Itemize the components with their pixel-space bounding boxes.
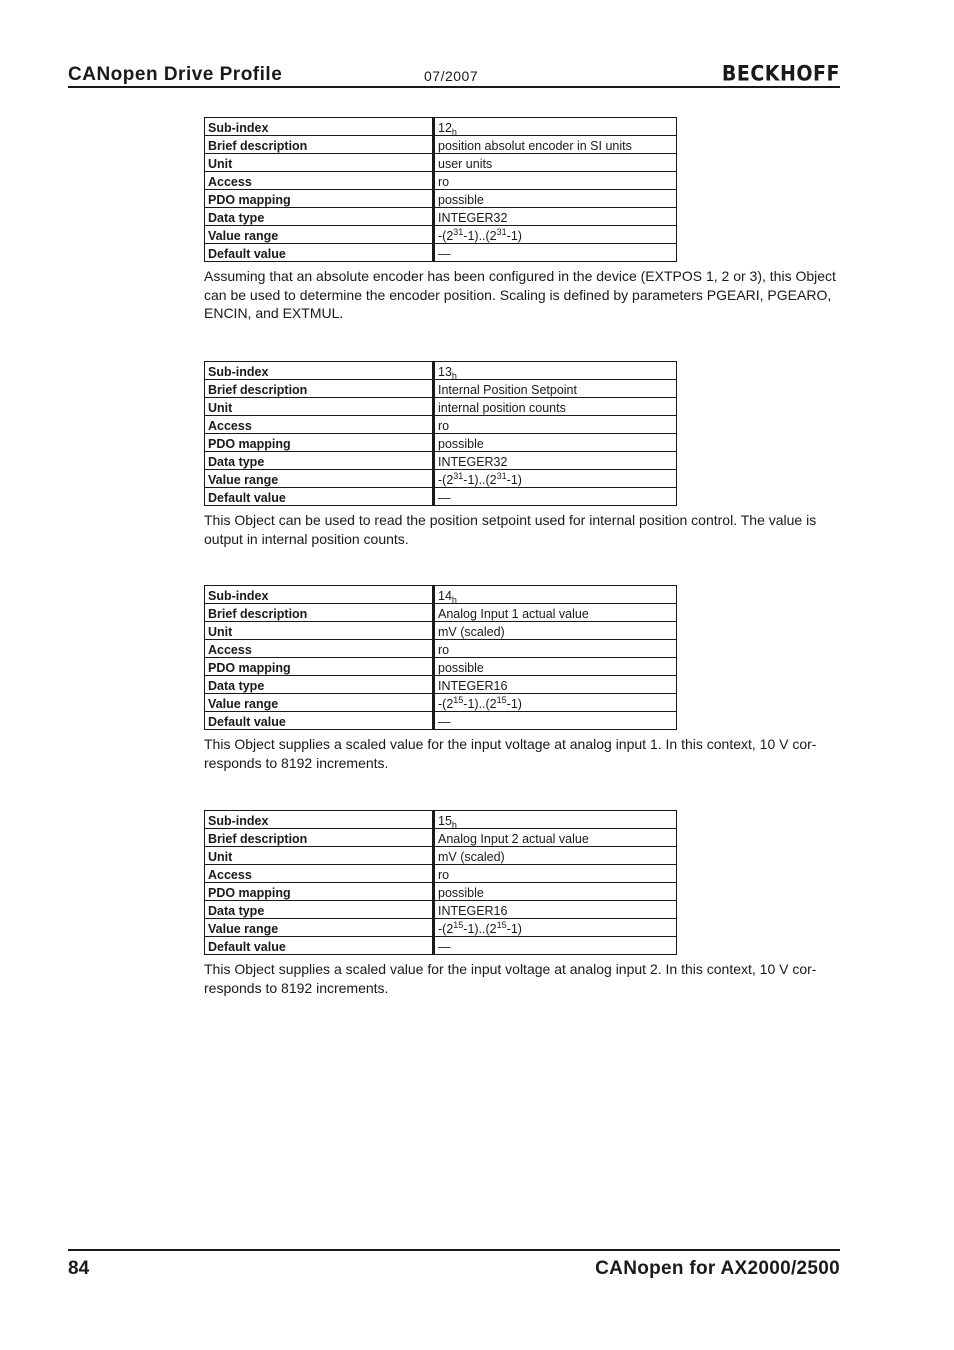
object-block bbox=[204, 361, 840, 548]
range-part: -1)..(2 bbox=[463, 229, 497, 243]
table-row bbox=[205, 362, 677, 380]
object-description: This Object supplies a scaled value for the input voltage at analog input 1. In this context, 10 V cor-responds to 8192 increments. bbox=[204, 736, 817, 771]
field-value bbox=[434, 586, 677, 604]
table-row bbox=[205, 622, 677, 640]
field-label: Sub-index bbox=[205, 118, 434, 136]
range-exponent: 31 bbox=[453, 227, 464, 237]
field-value bbox=[434, 919, 677, 937]
field-value bbox=[434, 865, 677, 883]
range-part: -(2 bbox=[438, 697, 454, 711]
pdo-mapping-value: possible bbox=[438, 661, 484, 675]
field-value bbox=[434, 676, 677, 694]
pdo-mapping-value: possible bbox=[438, 886, 484, 900]
brief-description-value: position absolut encoder in SI units bbox=[438, 139, 632, 153]
field-value bbox=[434, 244, 677, 262]
table-row bbox=[205, 118, 677, 136]
sub-index-value: 12 bbox=[438, 121, 452, 135]
hex-suffix: h bbox=[451, 820, 457, 829]
field-label: Brief description bbox=[205, 604, 434, 622]
table-row bbox=[205, 919, 677, 937]
field-value bbox=[434, 712, 677, 730]
access-value: ro bbox=[438, 175, 450, 189]
table-row bbox=[205, 434, 677, 452]
sub-index-value: 14 bbox=[438, 589, 452, 603]
field-value bbox=[434, 694, 677, 712]
table-row bbox=[205, 658, 677, 676]
data-type-value: INTEGER32 bbox=[438, 211, 508, 225]
table-row bbox=[205, 208, 677, 226]
field-label: Sub-index bbox=[205, 586, 434, 604]
unit-value: user units bbox=[438, 157, 493, 171]
sub-index-value: 13 bbox=[438, 365, 452, 379]
object-block bbox=[204, 810, 840, 997]
field-label: PDO mapping bbox=[205, 658, 434, 676]
field-value bbox=[434, 640, 677, 658]
object-table bbox=[204, 810, 677, 955]
brand-logo: BECKHOFF bbox=[721, 61, 840, 87]
page-footer bbox=[68, 1249, 840, 1279]
table-row bbox=[205, 416, 677, 434]
field-label: Data type bbox=[205, 452, 434, 470]
table-row bbox=[205, 604, 677, 622]
range-part: -(2 bbox=[438, 922, 454, 936]
table-row bbox=[205, 190, 677, 208]
range-part: -1) bbox=[506, 229, 522, 243]
unit-value: internal position counts bbox=[438, 401, 566, 415]
brief-description-value: Analog Input 2 actual value bbox=[438, 832, 589, 846]
object-table bbox=[204, 361, 677, 506]
field-label: Access bbox=[205, 865, 434, 883]
field-value bbox=[434, 937, 677, 955]
default-value-value: — bbox=[438, 247, 451, 261]
table-row bbox=[205, 937, 677, 955]
field-value bbox=[434, 380, 677, 398]
range-part: -(2 bbox=[438, 229, 454, 243]
table-row bbox=[205, 154, 677, 172]
hex-suffix: h bbox=[451, 595, 457, 604]
field-value bbox=[434, 172, 677, 190]
table-row bbox=[205, 398, 677, 416]
data-type-value: INTEGER32 bbox=[438, 455, 508, 469]
object-block bbox=[204, 117, 840, 323]
field-label: Unit bbox=[205, 622, 434, 640]
field-value bbox=[434, 118, 677, 136]
field-label: Value range bbox=[205, 694, 434, 712]
sub-index-value: 15 bbox=[438, 814, 452, 828]
document-title: CANopen Drive Profile bbox=[68, 64, 283, 85]
access-value: ro bbox=[438, 643, 450, 657]
field-label: Data type bbox=[205, 676, 434, 694]
table-row bbox=[205, 883, 677, 901]
range-part: -1)..(2 bbox=[463, 922, 497, 936]
field-value bbox=[434, 398, 677, 416]
field-value bbox=[434, 416, 677, 434]
data-type-value: INTEGER16 bbox=[438, 904, 508, 918]
object-description: Assuming that an absolute encoder has been configured in the device (EXTPOS 1, 2 or 3), this Object can be used to determine the encoder position. Scaling is defined by parameters PGEARI, PGEARO, ENCIN, and EXTMUL. bbox=[204, 268, 836, 321]
page-number: 84 bbox=[68, 1258, 90, 1279]
table-row bbox=[205, 470, 677, 488]
field-value bbox=[434, 452, 677, 470]
field-label: Default value bbox=[205, 244, 434, 262]
field-label: Sub-index bbox=[205, 811, 434, 829]
access-value: ro bbox=[438, 868, 450, 882]
table-row bbox=[205, 226, 677, 244]
pdo-mapping-value: possible bbox=[438, 437, 484, 451]
field-value bbox=[434, 136, 677, 154]
field-label: Value range bbox=[205, 919, 434, 937]
field-value bbox=[434, 208, 677, 226]
field-label: PDO mapping bbox=[205, 883, 434, 901]
table-row bbox=[205, 829, 677, 847]
table-row bbox=[205, 865, 677, 883]
field-label: PDO mapping bbox=[205, 190, 434, 208]
range-exponent: 31 bbox=[496, 227, 507, 237]
field-value bbox=[434, 658, 677, 676]
data-type-value: INTEGER16 bbox=[438, 679, 508, 693]
range-part: -1)..(2 bbox=[463, 473, 497, 487]
default-value-value: — bbox=[438, 715, 451, 729]
document-date: 07/2007 bbox=[424, 68, 479, 84]
object-block bbox=[204, 585, 840, 772]
footer-title: CANopen for AX2000/2500 bbox=[595, 1258, 840, 1279]
object-description: This Object can be used to read the position setpoint used for internal position control. The value is output in internal position counts. bbox=[204, 512, 817, 547]
table-row bbox=[205, 488, 677, 506]
table-row bbox=[205, 901, 677, 919]
field-label: Default value bbox=[205, 488, 434, 506]
field-label: Brief description bbox=[205, 829, 434, 847]
field-value bbox=[434, 226, 677, 244]
table-row bbox=[205, 676, 677, 694]
table-row bbox=[205, 640, 677, 658]
hex-suffix: h bbox=[451, 371, 457, 380]
table-row bbox=[205, 172, 677, 190]
page-header bbox=[68, 62, 840, 88]
table-row bbox=[205, 136, 677, 154]
brief-description-value: Internal Position Setpoint bbox=[438, 383, 577, 397]
field-value bbox=[434, 434, 677, 452]
field-label: Unit bbox=[205, 154, 434, 172]
field-label: Value range bbox=[205, 226, 434, 244]
access-value: ro bbox=[438, 419, 450, 433]
range-part: -1) bbox=[506, 697, 522, 711]
field-label: Brief description bbox=[205, 380, 434, 398]
field-label: Unit bbox=[205, 398, 434, 416]
unit-value: mV (scaled) bbox=[438, 625, 505, 639]
field-label: Access bbox=[205, 416, 434, 434]
field-label: Data type bbox=[205, 901, 434, 919]
object-description: This Object supplies a scaled value for the input voltage at analog input 2. In this context, 10 V cor-responds to 8192 increments. bbox=[204, 961, 817, 996]
field-label: Brief description bbox=[205, 136, 434, 154]
field-label: Data type bbox=[205, 208, 434, 226]
table-row bbox=[205, 847, 677, 865]
field-label: PDO mapping bbox=[205, 434, 434, 452]
field-label: Default value bbox=[205, 937, 434, 955]
field-label: Value range bbox=[205, 470, 434, 488]
object-table bbox=[204, 585, 677, 730]
hex-suffix: h bbox=[451, 127, 457, 136]
table-row bbox=[205, 712, 677, 730]
field-label: Default value bbox=[205, 712, 434, 730]
table-row bbox=[205, 380, 677, 398]
table-row bbox=[205, 452, 677, 470]
range-part: -1)..(2 bbox=[463, 697, 497, 711]
range-exponent: 15 bbox=[453, 695, 464, 705]
brief-description-value: Analog Input 1 actual value bbox=[438, 607, 589, 621]
field-value bbox=[434, 829, 677, 847]
range-part: -1) bbox=[506, 473, 522, 487]
field-value bbox=[434, 901, 677, 919]
field-label: Sub-index bbox=[205, 362, 434, 380]
field-value bbox=[434, 847, 677, 865]
range-exponent: 15 bbox=[496, 920, 507, 930]
field-value bbox=[434, 362, 677, 380]
object-table bbox=[204, 117, 677, 262]
field-value bbox=[434, 190, 677, 208]
pdo-mapping-value: possible bbox=[438, 193, 484, 207]
range-part: -(2 bbox=[438, 473, 454, 487]
range-part: -1) bbox=[506, 922, 522, 936]
field-value bbox=[434, 470, 677, 488]
field-label: Access bbox=[205, 172, 434, 190]
table-row bbox=[205, 586, 677, 604]
field-value bbox=[434, 811, 677, 829]
field-label: Access bbox=[205, 640, 434, 658]
range-exponent: 31 bbox=[496, 471, 507, 481]
table-row bbox=[205, 244, 677, 262]
range-exponent: 31 bbox=[453, 471, 464, 481]
field-label: Unit bbox=[205, 847, 434, 865]
field-value bbox=[434, 604, 677, 622]
field-value bbox=[434, 622, 677, 640]
field-value bbox=[434, 488, 677, 506]
field-value bbox=[434, 883, 677, 901]
default-value-value: — bbox=[438, 940, 451, 954]
range-exponent: 15 bbox=[453, 920, 464, 930]
table-row bbox=[205, 811, 677, 829]
default-value-value: — bbox=[438, 491, 451, 505]
table-row bbox=[205, 694, 677, 712]
unit-value: mV (scaled) bbox=[438, 850, 505, 864]
range-exponent: 15 bbox=[496, 695, 507, 705]
field-value bbox=[434, 154, 677, 172]
